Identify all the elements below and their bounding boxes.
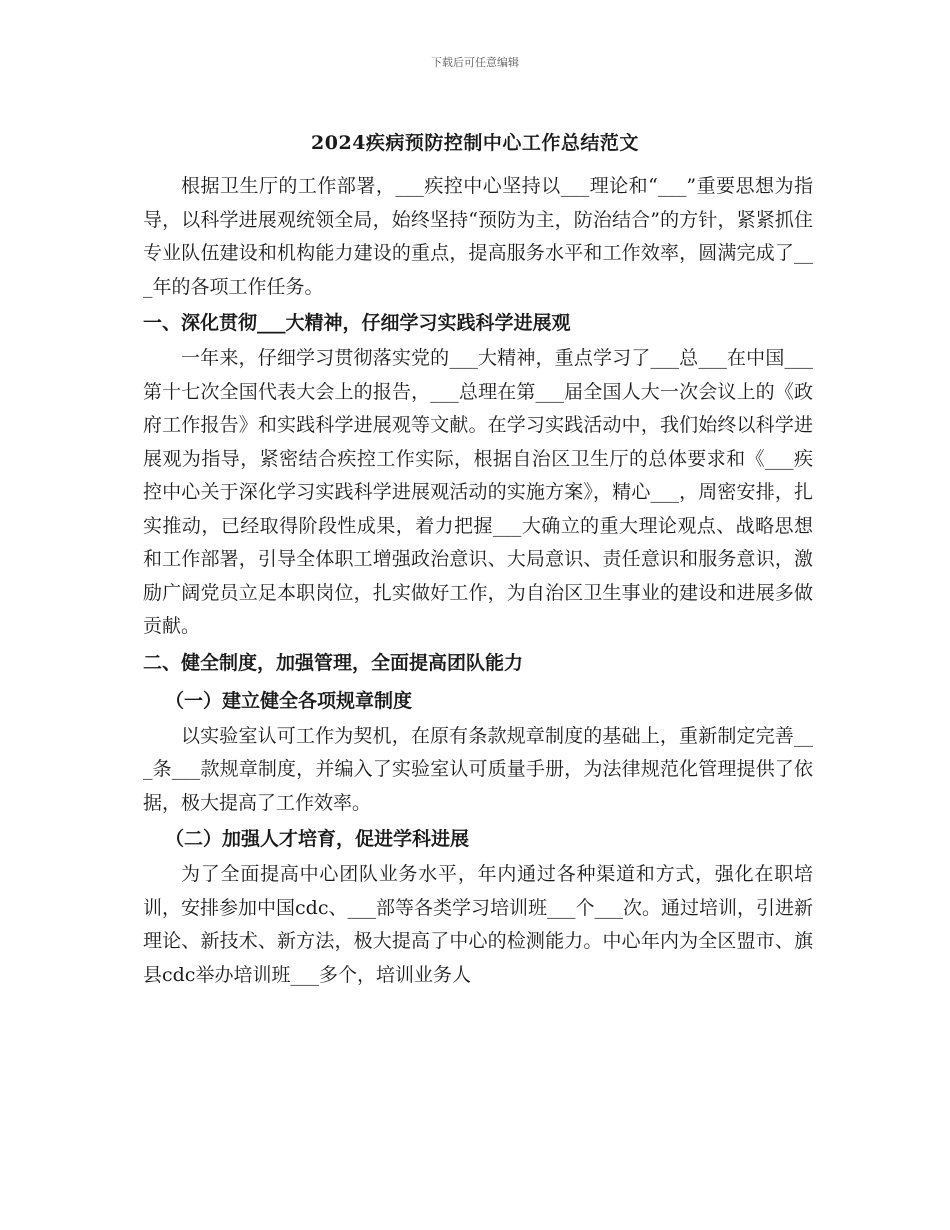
section2-sub2-heading: （二）加强人才培育，促进学科进展 [165, 828, 470, 850]
intro-paragraph: 根据卫生厅的工作部署，___疾控中心坚持以___理论和“___”重要思想为指导，以科学进展观统领全局，始终坚持“预防为主，防治结合”的方针，紧紧抓住专业队伍建设和机构能力建设的重点，提高服务水平和工作效率，圆满完成了___年的各项工作任务。 [143, 175, 813, 298]
document-title: 2024疾病预防控制中心工作总结范文 [311, 132, 639, 154]
document-body [143, 170, 813, 992]
header-note: 下载后可任意编辑 [431, 56, 519, 69]
section2-sub1-heading: （一）建立健全各项规章制度 [165, 689, 413, 712]
section1-heading: 一、深化贯彻___大精神，仔细学习实践科学进展观 [143, 312, 571, 334]
section2-heading: 二、健全制度，加强管理，全面提高团队能力 [143, 651, 524, 674]
section2-sub2-paragraph: 为了全面提高中心团队业务水平，年内通过各种渠道和方式，强化在职培训，安排参加中国cdc、___部等各类学习培训班___个___次。通过培训，引进新理论、新技术、新方法，极大提高了中心的检测能力。中心年内为全区盟市、旗县cdc举办培训班___多个，培训业务人 [143, 863, 813, 986]
section1-paragraph: 一年来，仔细学习贯彻落实党的___大精神，重点学习了___总___在中国___第十七次全国代表大会上的报告，___总理在第___届全国人大一次会议上的《政府工作报告》和实践科学进展观等文献。在学习实践活动中，我们始终以科学进展观为指导，紧密结合疾控工作实际，根据自治区卫生厅的总体要求和《___疾控中心关于深化学习实践科学进展观活动的实施方案》，精心___，周密安排，扎实推动，已经取得阶段性成果，着力把握___大确立的重大理论观点、战略思想和工作部署，引导全体职工增强政治意识、大局意识、责任意识和服务意识，激励广阔党员立足本职岗位，扎实做好工作，为自治区卫生事业的建设和进展多做贡献。 [143, 347, 813, 637]
section2-sub1-paragraph: 以实验室认可工作为契机，在原有条款规章制度的基础上，重新制定完善___条___款规章制度，并编入了实验室认可质量手册，为法律规范化管理提供了依据，极大提高了工作效率。 [143, 724, 813, 814]
